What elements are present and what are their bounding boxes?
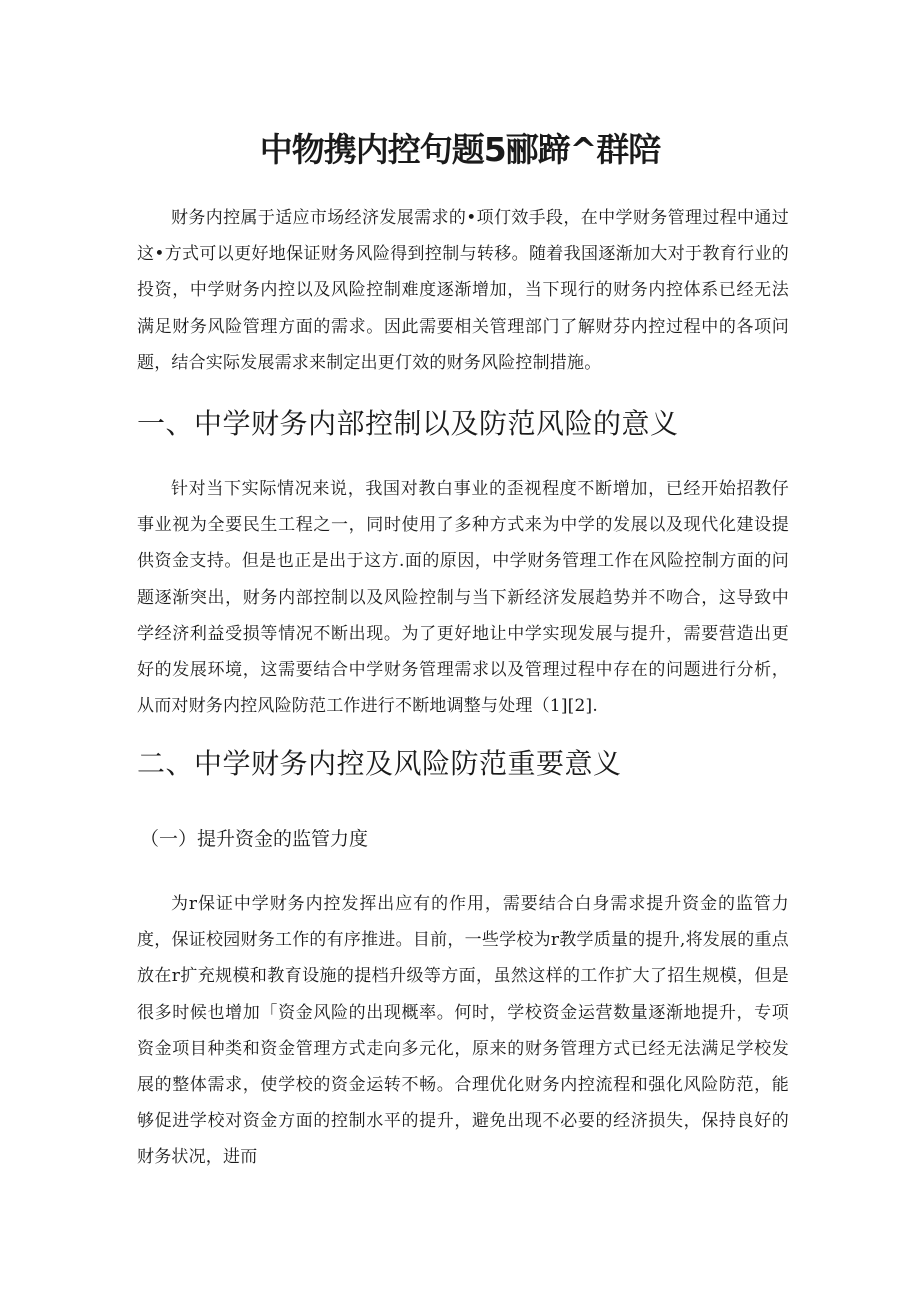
subsection1-paragraph: 为r保证中学财务内控发挥出应有的作用，需要结合白身需求提升资金的监管力度，保证校园财务工作的有序推进。目前，一些学校为r教学质量的提升,将发展的重点放在r扩充规模和教育设施的提档升级等方面，虽然这样的工作扩大了招生规模，但是很多时候也增加「资金风险的出现概率。何时，学校资金运营数量逐渐地提升，专项资金项目种类和资金管理方式走向多元化，原来的财务管理方式已经无法满足学校发展的整体需求，使学校的资金运转不畅。合理优化财务内控流程和强化风险防范，能够促进学校对资金方面的控制水平的提升，避免出现不必要的经济损失，保持良好的财务状况，进而 bbox=[137, 894, 789, 1168]
section-heading-1: 一、中学财务内部控制以及防范风险的意义 bbox=[137, 407, 679, 440]
subsection-heading-1: （一）提升资金的监管力度 bbox=[140, 828, 369, 850]
document-title: 中物携内控句题5郦蹄^群陪 bbox=[259, 130, 661, 169]
section-heading-2: 二、中学财务内控及风险防范重要意义 bbox=[137, 747, 622, 780]
intro-paragraph: 财务内控属于适应市场经济发展需求的•项仃效手段，在中学财务管理过程中通过这•方式可以更好地保证财务风险得到控制与转移。随着我国逐渐加大对于教育行业的投资，中学财务内控以及风险控制难度逐渐增加，当下现行的财务内控体系已经无法满足财务风险管理方面的需求。因此需要相关管理部门了解财芬内控过程中的各项问题，结合实际发展需求来制定出更仃效的财务风险控制措施。 bbox=[137, 208, 789, 373]
section1-paragraph: 针对当下实际情况来说，我国对教白事业的歪视程度不断增加，已经开始招教仔事业视为全要民生工程之一，同时使用了多种方式来为中学的发展以及现代化建设提供资金支持。但是也正是出于这方.面的原因，中学财务管理工作在风险控制方面的问题逐渐突出，财务内部控制以及风险控制与当下新经济发展趋势并不吻合，这导致中学经济利益受损等情况不断出现。为了更好地让中学实现发展与提升，需要营造出更好的发展环境，这需要结合中学财务管理需求以及管理过程中存在的问题进行分析，从而对财务内控风险防范工作进行不断地调整与处理（1][2]. bbox=[137, 479, 789, 717]
